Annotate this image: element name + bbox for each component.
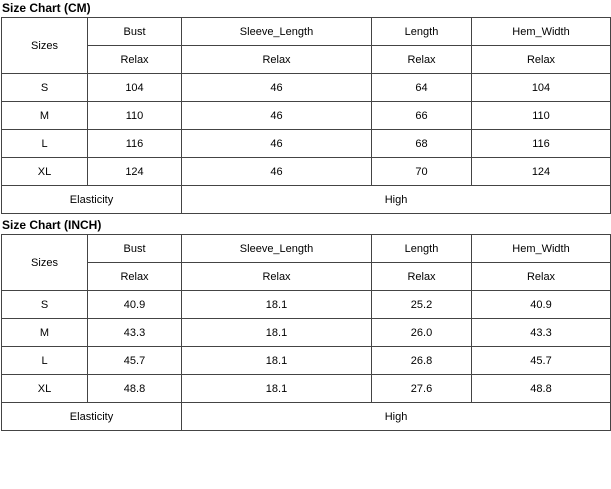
cell-bust: 104 xyxy=(88,74,182,102)
table-header-row xyxy=(2,235,611,263)
size-chart-cm-table xyxy=(1,17,611,214)
header-cell-sizes: Sizes xyxy=(2,18,88,74)
cell-length: 25.2 xyxy=(372,291,472,319)
cell-bust: 110 xyxy=(88,102,182,130)
cell-sleeve-length: 18.1 xyxy=(182,319,372,347)
cell-hem-width: 45.7 xyxy=(472,347,611,375)
cell-size: M xyxy=(2,102,88,130)
cell-bust: 45.7 xyxy=(88,347,182,375)
cell-size: S xyxy=(2,291,88,319)
table-row xyxy=(2,375,611,403)
table-header-row xyxy=(2,18,611,46)
header-cell-hem-width: Hem_Width xyxy=(472,18,611,46)
header-cell-sleeve-length: Sleeve_Length xyxy=(182,235,372,263)
cell-hem-width: 124 xyxy=(472,158,611,186)
table-subheader-row xyxy=(2,263,611,291)
subheader-cell-sleeve-relax: Relax xyxy=(182,263,372,291)
table-row xyxy=(2,102,611,130)
cell-length: 64 xyxy=(372,74,472,102)
cell-hem-width: 40.9 xyxy=(472,291,611,319)
footer-value-elasticity: High xyxy=(182,186,611,214)
cell-sleeve-length: 18.1 xyxy=(182,347,372,375)
cell-length: 68 xyxy=(372,130,472,158)
table-row xyxy=(2,74,611,102)
subheader-cell-hem-relax: Relax xyxy=(472,46,611,74)
cell-sleeve-length: 18.1 xyxy=(182,375,372,403)
cell-sleeve-length: 46 xyxy=(182,74,372,102)
size-chart-inch-title: Size Chart (INCH) xyxy=(2,218,102,232)
table-footer-row xyxy=(2,403,611,431)
header-cell-hem-width: Hem_Width xyxy=(472,235,611,263)
cell-hem-width: 48.8 xyxy=(472,375,611,403)
subheader-cell-bust-relax: Relax xyxy=(88,46,182,74)
footer-value-elasticity: High xyxy=(182,403,611,431)
cell-hem-width: 116 xyxy=(472,130,611,158)
cell-bust: 43.3 xyxy=(88,319,182,347)
cell-size: L xyxy=(2,130,88,158)
cell-size: M xyxy=(2,319,88,347)
table-footer-row xyxy=(2,186,611,214)
cell-bust: 116 xyxy=(88,130,182,158)
size-chart-inch-table xyxy=(1,234,611,431)
cell-hem-width: 43.3 xyxy=(472,319,611,347)
size-chart-cm-title: Size Chart (CM) xyxy=(2,1,91,15)
header-cell-bust: Bust xyxy=(88,235,182,263)
cell-bust: 48.8 xyxy=(88,375,182,403)
cell-length: 26.0 xyxy=(372,319,472,347)
cell-sleeve-length: 46 xyxy=(182,102,372,130)
cell-bust: 124 xyxy=(88,158,182,186)
cell-sleeve-length: 46 xyxy=(182,130,372,158)
table-row xyxy=(2,319,611,347)
header-cell-length: Length xyxy=(372,18,472,46)
footer-label-elasticity: Elasticity xyxy=(2,186,182,214)
cell-hem-width: 104 xyxy=(472,74,611,102)
table-subheader-row xyxy=(2,46,611,74)
header-cell-sizes: Sizes xyxy=(2,235,88,291)
cell-sleeve-length: 18.1 xyxy=(182,291,372,319)
cell-hem-width: 110 xyxy=(472,102,611,130)
cell-bust: 40.9 xyxy=(88,291,182,319)
table-row xyxy=(2,158,611,186)
header-cell-sleeve-length: Sleeve_Length xyxy=(182,18,372,46)
table-row xyxy=(2,347,611,375)
table-row xyxy=(2,291,611,319)
cell-length: 26.8 xyxy=(372,347,472,375)
cell-size: L xyxy=(2,347,88,375)
cell-size: S xyxy=(2,74,88,102)
footer-label-elasticity: Elasticity xyxy=(2,403,182,431)
cell-sleeve-length: 46 xyxy=(182,158,372,186)
subheader-cell-length-relax: Relax xyxy=(372,46,472,74)
cell-length: 66 xyxy=(372,102,472,130)
header-cell-length: Length xyxy=(372,235,472,263)
cell-size: XL xyxy=(2,158,88,186)
subheader-cell-bust-relax: Relax xyxy=(88,263,182,291)
subheader-cell-hem-relax: Relax xyxy=(472,263,611,291)
cell-length: 70 xyxy=(372,158,472,186)
header-cell-bust: Bust xyxy=(88,18,182,46)
cell-length: 27.6 xyxy=(372,375,472,403)
table-row xyxy=(2,130,611,158)
subheader-cell-sleeve-relax: Relax xyxy=(182,46,372,74)
subheader-cell-length-relax: Relax xyxy=(372,263,472,291)
cell-size: XL xyxy=(2,375,88,403)
